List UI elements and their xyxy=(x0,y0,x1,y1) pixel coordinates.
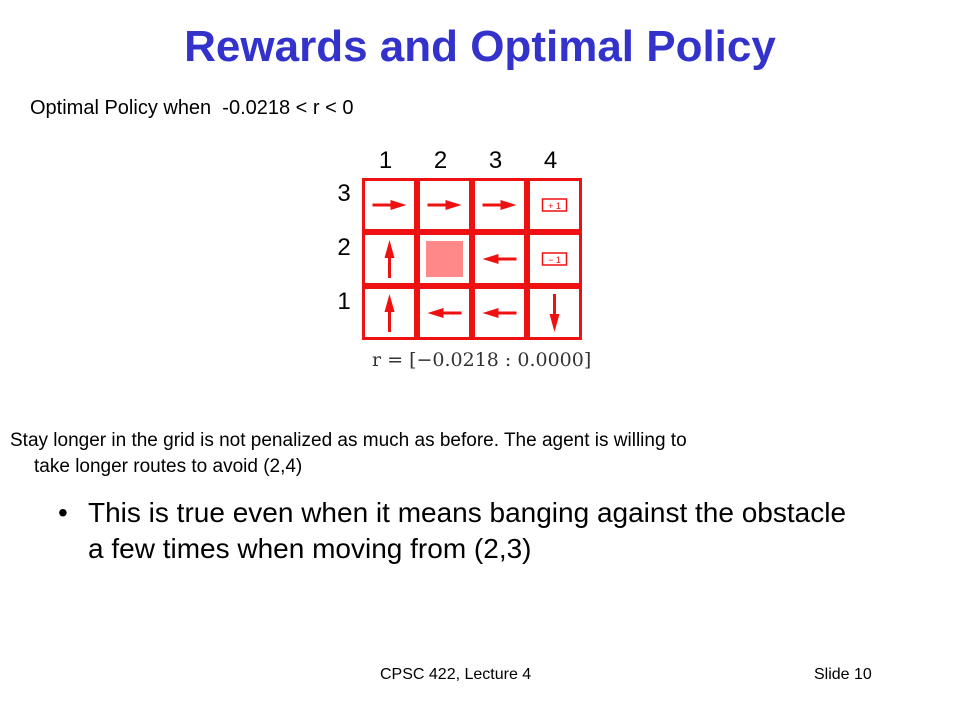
row-label: 2 xyxy=(337,234,351,261)
reward-plus-one xyxy=(543,199,567,211)
caption-line-1: Stay longer in the grid is not penalized as much as before. The agent is willing to xyxy=(10,430,687,451)
arrow-left-icon xyxy=(483,254,517,264)
arrow-right-icon xyxy=(428,200,462,210)
column-label: 2 xyxy=(433,147,448,174)
arrow-right-icon xyxy=(373,200,407,210)
reward-label: + 1 xyxy=(548,201,561,211)
arrow-left-icon xyxy=(483,308,517,318)
arrow-down-icon xyxy=(550,294,560,332)
column-label: 4 xyxy=(543,147,558,174)
policy-condition: Optimal Policy when -0.0218 < r < 0 xyxy=(30,97,354,119)
arrow-up-icon xyxy=(385,294,395,332)
reward-range-label: r = [−0.0218 : 0.0000] xyxy=(372,349,592,371)
column-label: 1 xyxy=(378,147,393,174)
slide-title: Rewards and Optimal Policy xyxy=(184,22,776,71)
obstacle-cell xyxy=(426,241,463,277)
column-label: 3 xyxy=(488,147,503,174)
arrow-up-icon xyxy=(385,240,395,278)
caption-line-2: take longer routes to avoid (2,4) xyxy=(34,456,303,477)
bullet-icon: • xyxy=(58,497,68,528)
row-label: 3 xyxy=(337,180,351,207)
footer-slide-number: Slide 10 xyxy=(814,666,872,683)
policy-grid-figure xyxy=(320,140,620,380)
footer-lecture: CPSC 422, Lecture 4 xyxy=(380,666,532,683)
reward-label: − 1 xyxy=(548,255,561,265)
arrow-left-icon xyxy=(428,308,462,318)
bullet-text: This is true even when it means banging against the obstacle a few times when moving from (2,3) xyxy=(88,497,847,564)
reward-minus-one xyxy=(543,253,567,265)
row-label: 1 xyxy=(337,288,351,315)
arrow-right-icon xyxy=(483,200,517,210)
bullet-item xyxy=(58,495,858,567)
caption xyxy=(10,428,910,480)
